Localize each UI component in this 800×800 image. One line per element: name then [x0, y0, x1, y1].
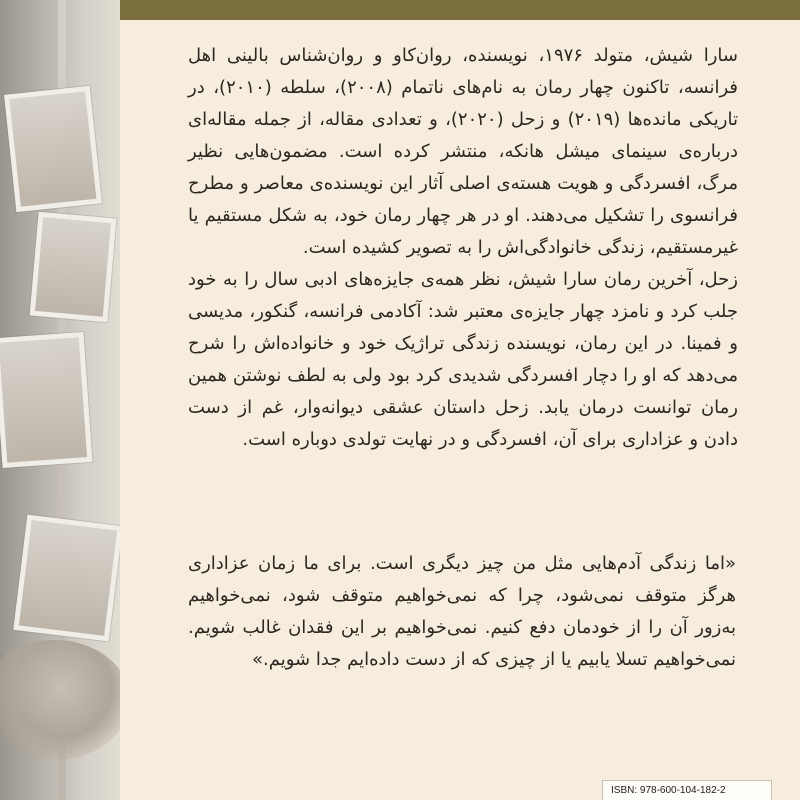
photo-frame [13, 515, 120, 642]
isbn-label: ISBN: 978-600-104-182-2 [602, 780, 772, 800]
photo-frame [30, 212, 117, 322]
photo-frame [0, 332, 92, 468]
cover-photo [0, 0, 120, 800]
book-quote: «اما زندگی آدم‌هایی مثل من چیز دیگری است. برای ما زمان عزاداری هرگز متوقف نمی‌شود، چرا که نمی‌خواهیم متوقف شود، نمی‌خواهیم به‌زور آن را از خودمان دفع کنیم. نمی‌خواهیم بر این فقدان غالب شویم. نمی‌خواهیم تسلا یابیم یا از چیزی که از دست داده‌ایم جدا شویم.» [188, 553, 736, 670]
photo-frame [4, 86, 102, 212]
photo-shadow [0, 640, 120, 760]
author-bio [188, 40, 738, 456]
back-cover-text [140, 40, 770, 780]
top-band-panel [120, 0, 800, 20]
bio-paragraph-1: سارا شیش، متولد ۱۹۷۶، نویسنده، روان‌کاو و روان‌شناس بالینی اهل فرانسه، تاکنون چهار رمان به نام‌های ناتمام (۲۰۰۸)، سلطه (۲۰۱۰)، در تاریکی مانده‌ها (۲۰۱۹) و زحل (۲۰۲۰)، و تعدادی مقاله، از جمله مقاله‌ای درباره‌ی سینمای میشل هانکه، منتشر کرده است. مضمون‌هایی نظیر مرگ، افسردگی و هویت هسته‌ی اصلی آثار این نویسنده‌ی معاصر و مطرح فرانسوی را تشکیل می‌دهند. او در هر چهار رمان خود، به شکل مستقیم یا غیرمستقیم، زندگی خانوادگی‌اش را به تصویر کشیده است. [188, 45, 738, 258]
bio-paragraph-2: زحل، آخرین رمان سارا شیش، نظر همه‌ی جایزه‌های ادبی سال را به خود جلب کرد و نامزد چهار جایزه‌ی معتبر شد: آکادمی فرانسه، گنکور، مدیسی و فمینا. در این رمان، نویسنده زندگی تراژیک خود و خانواده‌اش را شرح می‌دهد که او را دچار افسردگی شدیدی کرد بود ولی به لطف نوشتن همین رمان توانست درمان یابد. زحل داستان عشقی دیوانه‌وار، غم از دست دادن و عزاداری برای آن، افسردگی و در نهایت تولدی دوباره است. [188, 269, 738, 450]
